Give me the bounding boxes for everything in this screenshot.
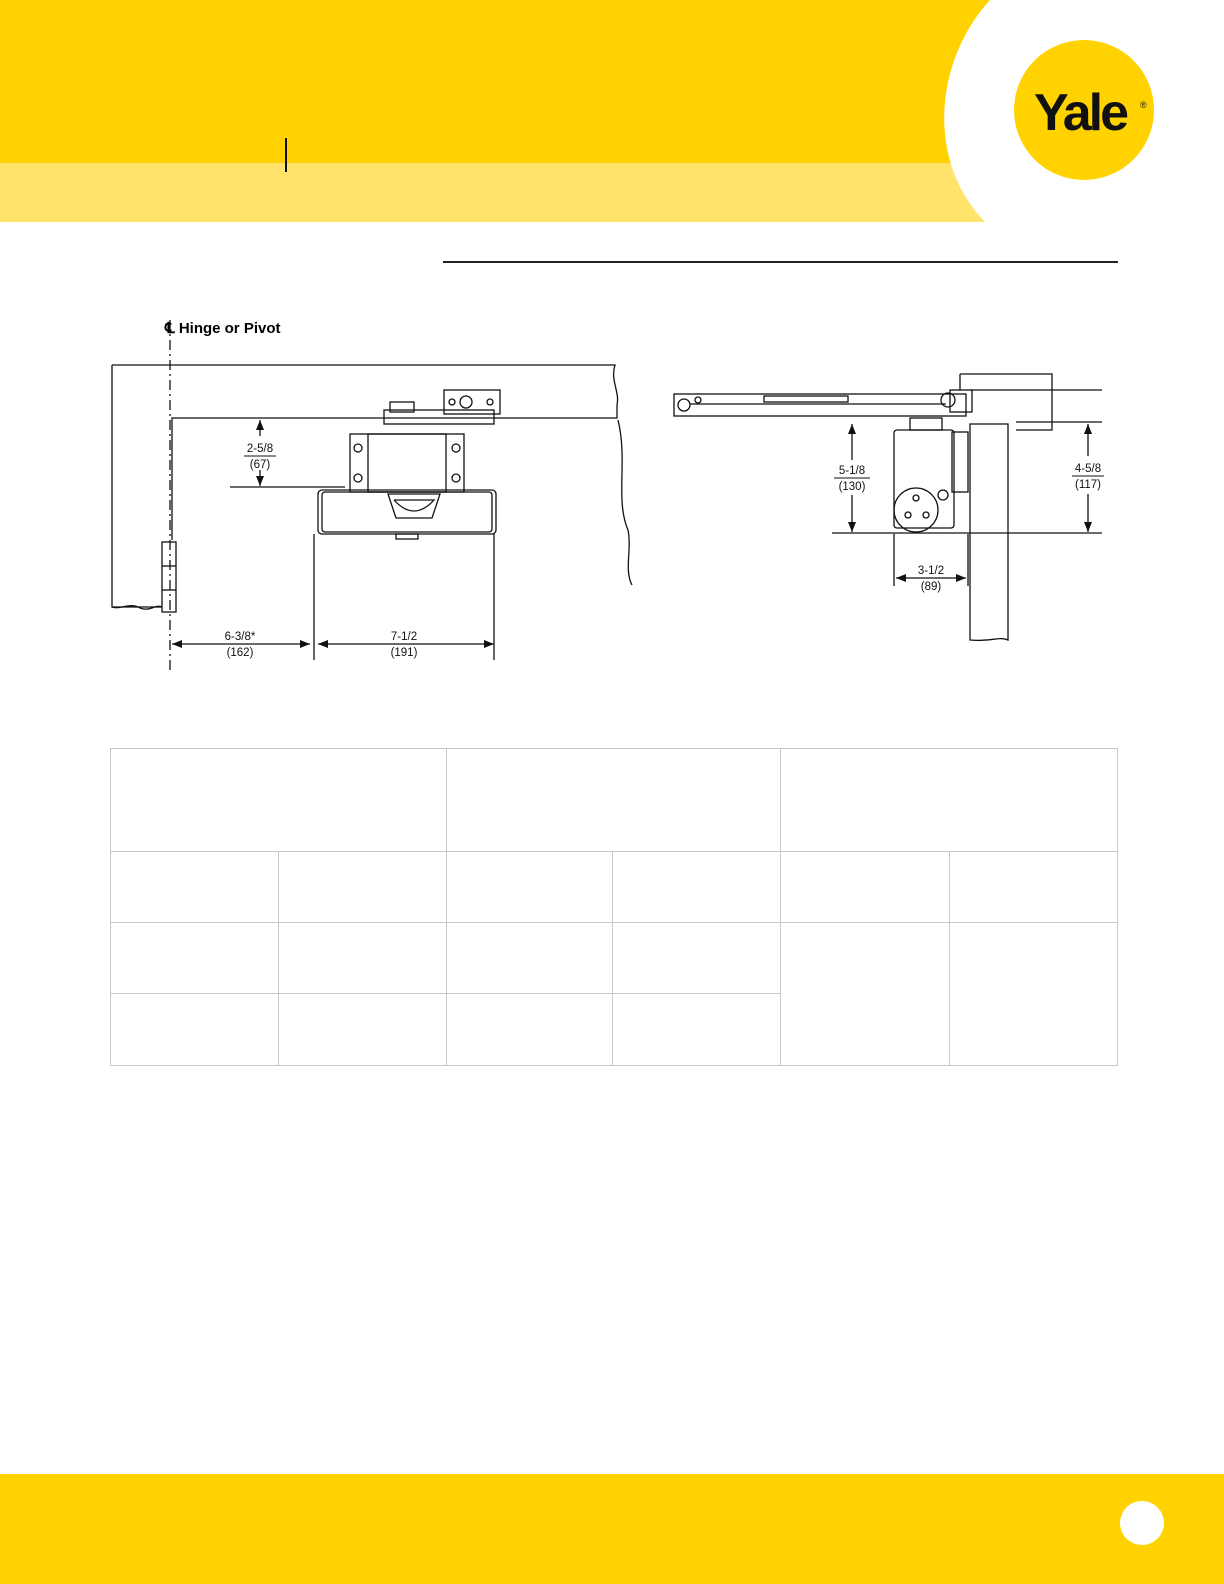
door-jamb: [970, 424, 1008, 640]
side-arm: [674, 394, 966, 416]
table-row: [111, 852, 1118, 923]
installation-drawing: [0, 300, 1224, 680]
spec-table: [110, 748, 1118, 1066]
dim-2-5-8: 2-5/8: [246, 443, 274, 455]
table-cell: [781, 852, 950, 923]
dim-89: (89): [920, 581, 942, 593]
section-rule: [443, 261, 1118, 263]
table-cell: [950, 923, 1118, 1066]
dim-5-1-8: 5-1/8: [838, 465, 866, 477]
table-cell: [278, 994, 446, 1066]
page-number-circle: [1120, 1501, 1164, 1545]
table-cell: [111, 923, 279, 994]
table-cell: [781, 923, 950, 1066]
table-row: [111, 923, 1118, 994]
footer-band: [0, 1474, 1224, 1584]
logo-text: Yale: [1033, 84, 1127, 142]
table-cell: [446, 852, 613, 923]
dim-191: (191): [390, 647, 418, 659]
table-cell: [950, 852, 1118, 923]
table-cell: [446, 923, 613, 994]
registered-mark: ®: [1140, 100, 1147, 110]
yale-logo: [1012, 38, 1156, 182]
dim-117: (117): [1075, 479, 1101, 491]
table-cell: [446, 749, 781, 852]
table-cell: [278, 923, 446, 994]
table-cell: [446, 994, 613, 1066]
frame-outline: [112, 365, 618, 540]
hinge-label-text: Hinge or Pivot: [178, 320, 281, 337]
dim-4-5-8: 4-5/8: [1074, 463, 1102, 475]
table-cell: [111, 994, 279, 1066]
table-cell: [111, 852, 279, 923]
closer-body: [318, 490, 496, 534]
table-cell: [278, 852, 446, 923]
dim-6-3-8: 6-3/8*: [224, 631, 256, 643]
table-cell: [613, 852, 781, 923]
table-cell: [613, 923, 781, 994]
table-row: [111, 749, 1118, 852]
hinge-leaf: [162, 542, 176, 612]
dim-3-1-2: 3-1/2: [917, 565, 945, 577]
centerline-symbol: ℄: [165, 320, 175, 337]
dim-162: (162): [226, 647, 254, 659]
table-cell: [111, 749, 447, 852]
table-cell: [613, 994, 781, 1066]
table-cell: [781, 749, 1118, 852]
dim-67: (67): [249, 459, 271, 471]
mounting-bracket: [350, 434, 464, 492]
dim-7-1-2: 7-1/2: [390, 631, 418, 643]
dim-130: (130): [838, 481, 866, 493]
